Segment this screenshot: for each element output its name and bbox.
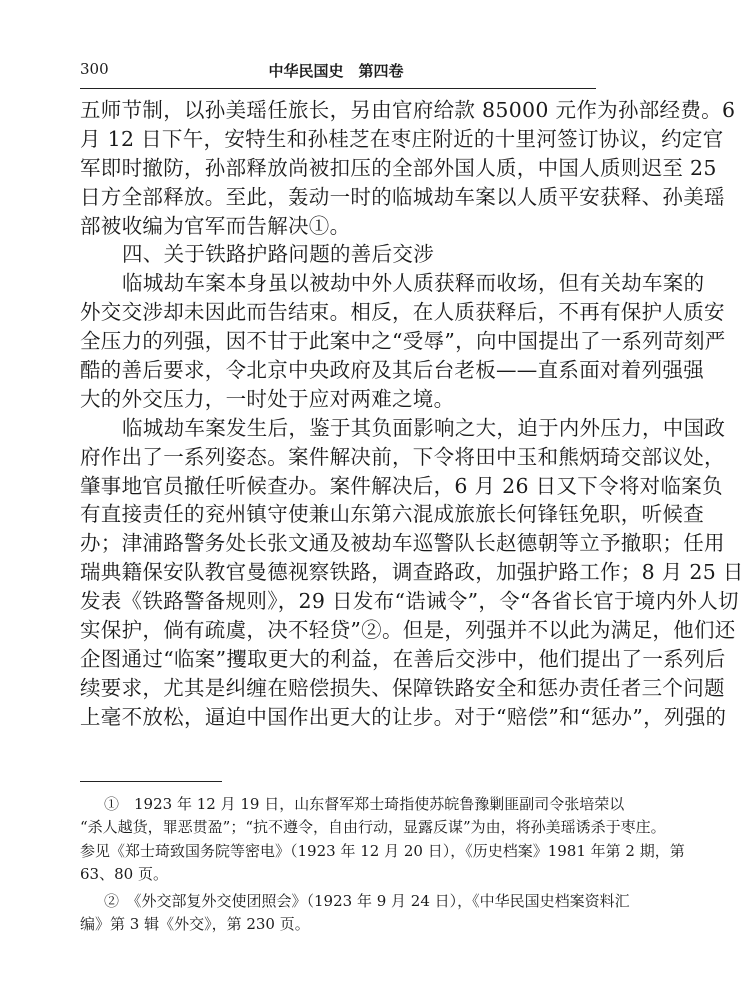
body-line: 五师节制，以孙美瑶任旅长，另由官府给款 85000 元作为孙部经费。6 (80, 98, 736, 122)
body-text (80, 96, 744, 732)
body-line: 办；津浦路警务处长张文通及被劫车巡警队长赵德朝等立予撤职；任用 (80, 531, 725, 556)
page-number: 300 (80, 60, 109, 78)
body-line: 有直接责任的兖州镇守使兼山东第六混成旅旅长何锋钰免职，听候查 (80, 502, 704, 527)
body-line: 部被收编为官军而告解决①。 (80, 213, 351, 238)
page-header (80, 60, 592, 84)
running-title: 中华民国史 第四卷 (268, 62, 404, 80)
body-line: 日方全部释放。至此，轰动一时的临城劫车案以人质平安获释、孙美瑶 (80, 184, 725, 209)
footnotes (80, 793, 685, 937)
footnote-line: 参见《郑士琦致国务院等密电》（1923 年 12 月 20 日），《历史档案》1981 年第 2 期，第 (80, 841, 685, 860)
body-line: 大的外交压力，一时处于应对两难之境。 (80, 386, 455, 411)
body-line: 临城劫车案本身虽以被劫中外人质获释而收场，但有关劫车案的 (122, 271, 705, 296)
body-line: 发表《铁路警备规则》，29 日发布“诰诫令”，令“各省长官于境内外人切 (80, 589, 739, 614)
body-line: 月 12 日下午，安特生和孙桂芝在枣庄附近的十里河签订协议，约定官 (80, 126, 724, 151)
footnote-line: 63、80 页。 (80, 864, 168, 883)
body-line: 实保护，倘有疏虞，决不轻贷”②。但是，列强并不以此为满足，他们还 (80, 618, 736, 643)
body-line: 肇事地官员撤任听候查办。案件解决后，6 月 26 日又下令将对临案负 (80, 473, 723, 498)
body-line: 续要求，尤其是纠缠在赔偿损失、保障铁路安全和惩办责任者三个问题 (80, 675, 725, 700)
body-line: 军即时撤防，孙部释放尚被扣压的全部外国人质，中国人质则迟至 25 (80, 155, 717, 180)
footnote-line: “杀人越货，罪恶贯盈”；“抗不遵令，自由行动，显露反谋”为由，将孙美瑶诱杀于枣庄。 (80, 818, 666, 837)
body-line: 企图通过“临案”攫取更大的利益，在善后交涉中，他们提出了一系列后 (80, 646, 726, 671)
footnote-line: ① 1923 年 12 月 19 日，山东督军郑士琦指使苏皖鲁豫剿匪副司令张培荣以 (104, 795, 625, 813)
body-line: 上毫不放松，逼迫中国作出更大的让步。对于“赔偿”和“惩办”，列强的 (80, 704, 727, 729)
body-line: 四、关于铁路护路问题的善后交涉 (122, 242, 434, 267)
body-line: 临城劫车案发生后，鉴于其负面影响之大，迫于内外压力，中国政 (122, 415, 726, 440)
body-line: 全压力的列强，因不甘于此案中之“受辱”，向中国提出了一系列苛刻严 (80, 329, 726, 354)
body-line: 瑞典籍保安队教官曼德视察铁路，调查路政，加强护路工作；8 月 25 日 (80, 560, 744, 585)
header-rule (80, 88, 596, 89)
footnote-line: ② 《外交部复外交使团照会》（1923 年 9 月 24 日），《中华民国史档案资料汇 (104, 892, 630, 911)
body-line: 府作出了一系列姿态。案件解决前，下令将田中玉和熊炳琦交部议处， (80, 444, 725, 469)
footnote-line: 编》第 3 辑《外交》，第 230 页。 (80, 915, 310, 934)
body-line: 酷的善后要求，令北京中央政府及其后台老板——直系面对着列强强 (80, 358, 704, 383)
body-line: 外交交涉却未因此而告结束。相反，在人质获释后，不再有保护人质安 (80, 300, 725, 325)
footnote-rule (80, 781, 222, 782)
